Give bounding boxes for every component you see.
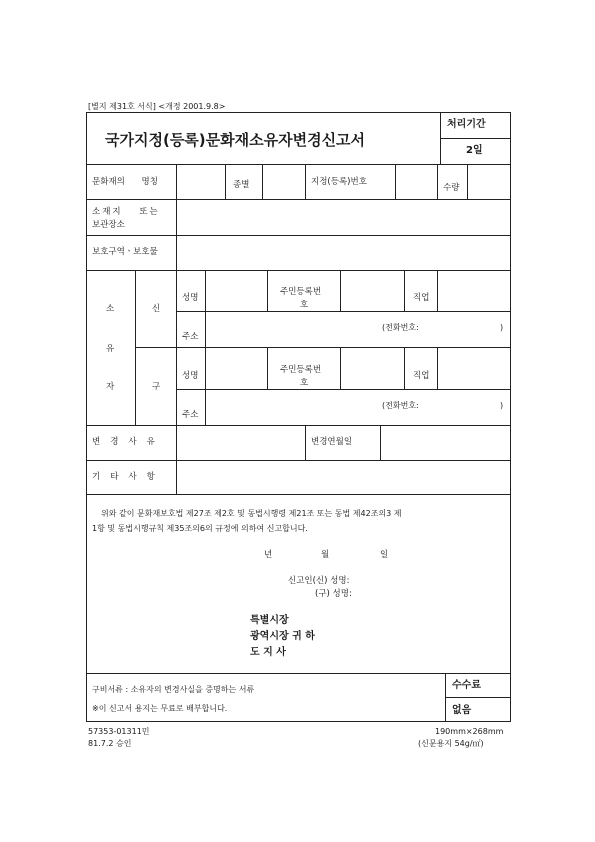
declaration-text-2: 1항 및 동법시행규칙 제35조의6의 규정에 의하여 신고합니다. [92,524,308,533]
change-date-label: 변경연월일 [311,437,353,447]
form-code: 57353-01311민 [88,727,150,736]
new-owner-label: 신 [152,304,161,314]
paper-type: (신문용지 54g/㎡) [418,739,484,748]
recipient-line-1: 특별시장 [250,615,289,626]
new-owner-address-label: 주소 [182,332,199,342]
free-form-notice: ※이 신고서 용지는 무료로 배부합니다. [92,704,228,713]
reporter-new-name-label: 신고인(신) 성명: [288,576,350,586]
storage-place-label: 보관장소 [92,220,125,230]
old-owner-label: 구 [152,382,161,392]
fee-label: 수수료 [452,680,481,691]
protection-area-label: 보호구역ㆍ보호물 [92,247,158,257]
old-owner-name-label: 성명 [182,371,199,381]
declaration-text-1: 위와 같이 문화재보호법 제27조 제2호 및 동법시행령 제21조 또는 동법 제42조의3 제 [101,509,402,518]
approval-date: 81.7.2 승인 [88,739,132,748]
form-header: [별지 제31호 서식] <개정 2001.9.8> [88,102,226,111]
location-label: 소재지 또는 [92,207,160,217]
owner-label-so: 소 [106,304,115,314]
date-day-label: 일 [380,550,389,560]
designation-number-label: 지정(등록)번호 [311,177,367,187]
date-year-label: 년 [264,550,273,560]
property-name-label: 문화재의 명칭 [92,177,158,187]
owner-label-ja: 자 [106,382,115,392]
old-owner-phone-label: (전화번호: [382,401,419,410]
form-title: 국가지정(등록)문화재소유자변경신고서 [105,131,366,149]
type-label: 종별 [233,180,250,190]
reporter-old-name-label: (구) 성명: [315,589,352,599]
new-owner-rrn-label-2: 호 [300,300,309,310]
recipient-line-2: 광역시장 귀 하 [250,631,315,642]
new-owner-job-label: 직업 [413,293,430,303]
old-owner-address-label: 주소 [182,410,199,420]
old-owner-phone-close: ) [500,401,504,410]
old-owner-rrn-label-2: 호 [300,378,309,388]
owner-label-yu: 유 [106,344,115,354]
processing-period-value: 2일 [466,145,483,156]
paper-size: 190mm×268mm [435,727,504,736]
new-owner-phone-label: (전화번호: [382,323,419,332]
fee-value: 없음 [452,705,472,716]
recipient-line-3: 도 지 사 [250,647,286,658]
processing-period-label: 처리기간 [447,119,486,130]
old-owner-job-label: 직업 [413,371,430,381]
date-month-label: 월 [321,550,330,560]
change-reason-label: 변경사유 [92,437,165,447]
old-owner-rrn-label: 주민등록번 [280,365,322,375]
other-matters-label: 기타사항 [92,472,165,482]
attachment-documents: 구비서류 : 소유자의 변경사실을 증명하는 서류 [92,685,255,694]
quantity-label: 수량 [443,183,460,193]
new-owner-phone-close: ) [500,323,504,332]
new-owner-rrn-label: 주민등록번 [280,287,322,297]
new-owner-name-label: 성명 [182,293,199,303]
